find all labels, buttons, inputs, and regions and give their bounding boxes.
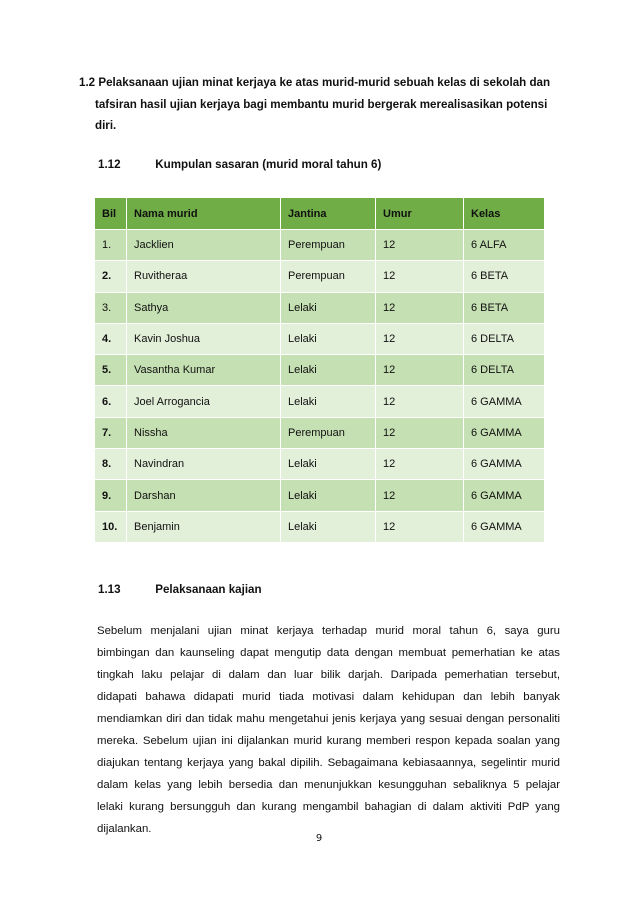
cell-jantina: Lelaki xyxy=(281,386,376,417)
header-kelas: Kelas xyxy=(464,198,545,230)
cell-bil: 7. xyxy=(95,417,127,448)
paragraph-line: bimbingan dan kaunseling dapat mengutip data dengan membuat pemerhatian ke atas xyxy=(97,647,560,659)
cell-umur: 12 xyxy=(376,386,464,417)
cell-kelas: 6 DELTA xyxy=(464,323,545,354)
table-row xyxy=(95,511,545,542)
cell-jantina: Lelaki xyxy=(281,511,376,542)
cell-umur: 12 xyxy=(376,480,464,511)
cell-kelas: 6 DELTA xyxy=(464,355,545,386)
cell-kelas: 6 GAMMA xyxy=(464,449,545,480)
cell-umur: 12 xyxy=(376,261,464,292)
cell-bil: 6. xyxy=(95,386,127,417)
paragraph-line: didapati bahawa didapati murid tiada motivasi dalam kehidupan dan lebih banyak xyxy=(97,691,560,703)
cell-umur: 12 xyxy=(376,449,464,480)
cell-nama: Kavin Joshua xyxy=(127,323,281,354)
paragraph-line: tingkah laku pelajar di dalam dan luar bilik darjah. Daripada pemerhatian tersebut, xyxy=(97,669,560,681)
cell-bil: 2. xyxy=(95,261,127,292)
cell-nama: Benjamin xyxy=(127,511,281,542)
paragraph-line: lelaki kurang bersungguh dan kurang mengambil bahagian di dalam aktiviti PdP yang xyxy=(97,801,560,813)
subsection-title: Pelaksanaan kajian xyxy=(155,583,262,596)
table-row xyxy=(95,480,545,511)
subsection-number: 1.13 xyxy=(98,583,121,596)
cell-nama: Jacklien xyxy=(127,230,281,261)
cell-bil: 3. xyxy=(95,292,127,323)
paragraph-line: mendiamkan diri dan tidak mahu mengetahui jenis kerjaya yang sesuai dengan personaliti xyxy=(97,713,560,725)
header-umur: Umur xyxy=(376,198,464,230)
cell-kelas: 6 ALFA xyxy=(464,230,545,261)
cell-jantina: Lelaki xyxy=(281,449,376,480)
table-row xyxy=(95,417,545,448)
table-row xyxy=(95,386,545,417)
body-paragraph xyxy=(97,620,560,840)
cell-bil: 9. xyxy=(95,480,127,511)
cell-bil: 10. xyxy=(95,511,127,542)
cell-kelas: 6 GAMMA xyxy=(464,417,545,448)
subsection-number: 1.12 xyxy=(98,158,121,171)
cell-jantina: Lelaki xyxy=(281,355,376,386)
cell-kelas: 6 GAMMA xyxy=(464,480,545,511)
paragraph-line: mereka. Sebelum ujian ini dijalankan murid kurang memberi respon kepada soalan yang xyxy=(97,735,560,747)
table-header-row xyxy=(95,198,545,230)
cell-jantina: Perempuan xyxy=(281,417,376,448)
cell-bil: 8. xyxy=(95,449,127,480)
cell-umur: 12 xyxy=(376,355,464,386)
cell-nama: Navindran xyxy=(127,449,281,480)
section-number: 1.2 xyxy=(79,76,96,89)
header-nama-murid: Nama murid xyxy=(127,198,281,230)
cell-umur: 12 xyxy=(376,323,464,354)
student-table xyxy=(94,197,545,543)
paragraph-line: dijalankan. xyxy=(97,823,152,835)
subsection-heading-target-group xyxy=(98,158,381,171)
cell-nama: Joel Arrogancia xyxy=(127,386,281,417)
cell-nama: Nissha xyxy=(127,417,281,448)
section-title-line-2: tafsiran hasil ujian kerjaya bagi membantu murid bergerak merealisasikan potensi xyxy=(95,97,548,111)
cell-bil: 1. xyxy=(95,230,127,261)
header-bil: Bil xyxy=(95,198,127,230)
cell-kelas: 6 GAMMA xyxy=(464,386,545,417)
subsection-title: Kumpulan sasaran (murid moral tahun 6) xyxy=(155,158,382,171)
cell-nama: Vasantha Kumar xyxy=(127,355,281,386)
subsection-heading-implementation xyxy=(98,583,262,596)
table-row xyxy=(95,449,545,480)
cell-jantina: Lelaki xyxy=(281,480,376,511)
cell-jantina: Perempuan xyxy=(281,261,376,292)
table-row xyxy=(95,323,545,354)
cell-bil: 4. xyxy=(95,323,127,354)
cell-umur: 12 xyxy=(376,292,464,323)
section-heading xyxy=(79,72,569,137)
table-row xyxy=(95,230,545,261)
paragraph-line: dalam kelas yang lebih bersedia dan menunjukkan kesungguhan sebaliknya 5 pelajar xyxy=(97,779,560,791)
cell-nama: Darshan xyxy=(127,480,281,511)
section-title-line-1: Pelaksanaan ujian minat kerjaya ke atas murid-murid sebuah kelas di sekolah dan xyxy=(98,76,551,89)
cell-nama: Sathya xyxy=(127,292,281,323)
cell-bil: 5. xyxy=(95,355,127,386)
cell-kelas: 6 BETA xyxy=(464,292,545,323)
paragraph-line: Sebelum menjalani ujian minat kerjaya terhadap murid moral tahun 6, saya guru xyxy=(97,625,560,637)
cell-kelas: 6 BETA xyxy=(464,261,545,292)
header-jantina: Jantina xyxy=(281,198,376,230)
cell-umur: 12 xyxy=(376,511,464,542)
paragraph-line: diajukan tentang kerjaya yang bakal dipilih. Sebagaimana kebiasaannya, segelintir murid xyxy=(97,757,560,769)
page-number: 9 xyxy=(315,833,323,844)
cell-nama: Ruvitheraa xyxy=(127,261,281,292)
cell-umur: 12 xyxy=(376,417,464,448)
section-title-line-3: diri. xyxy=(95,119,117,132)
cell-jantina: Perempuan xyxy=(281,230,376,261)
cell-jantina: Lelaki xyxy=(281,323,376,354)
cell-umur: 12 xyxy=(376,230,464,261)
table-row xyxy=(95,292,545,323)
cell-jantina: Lelaki xyxy=(281,292,376,323)
cell-kelas: 6 GAMMA xyxy=(464,511,545,542)
table-row xyxy=(95,261,545,292)
table-row xyxy=(95,355,545,386)
